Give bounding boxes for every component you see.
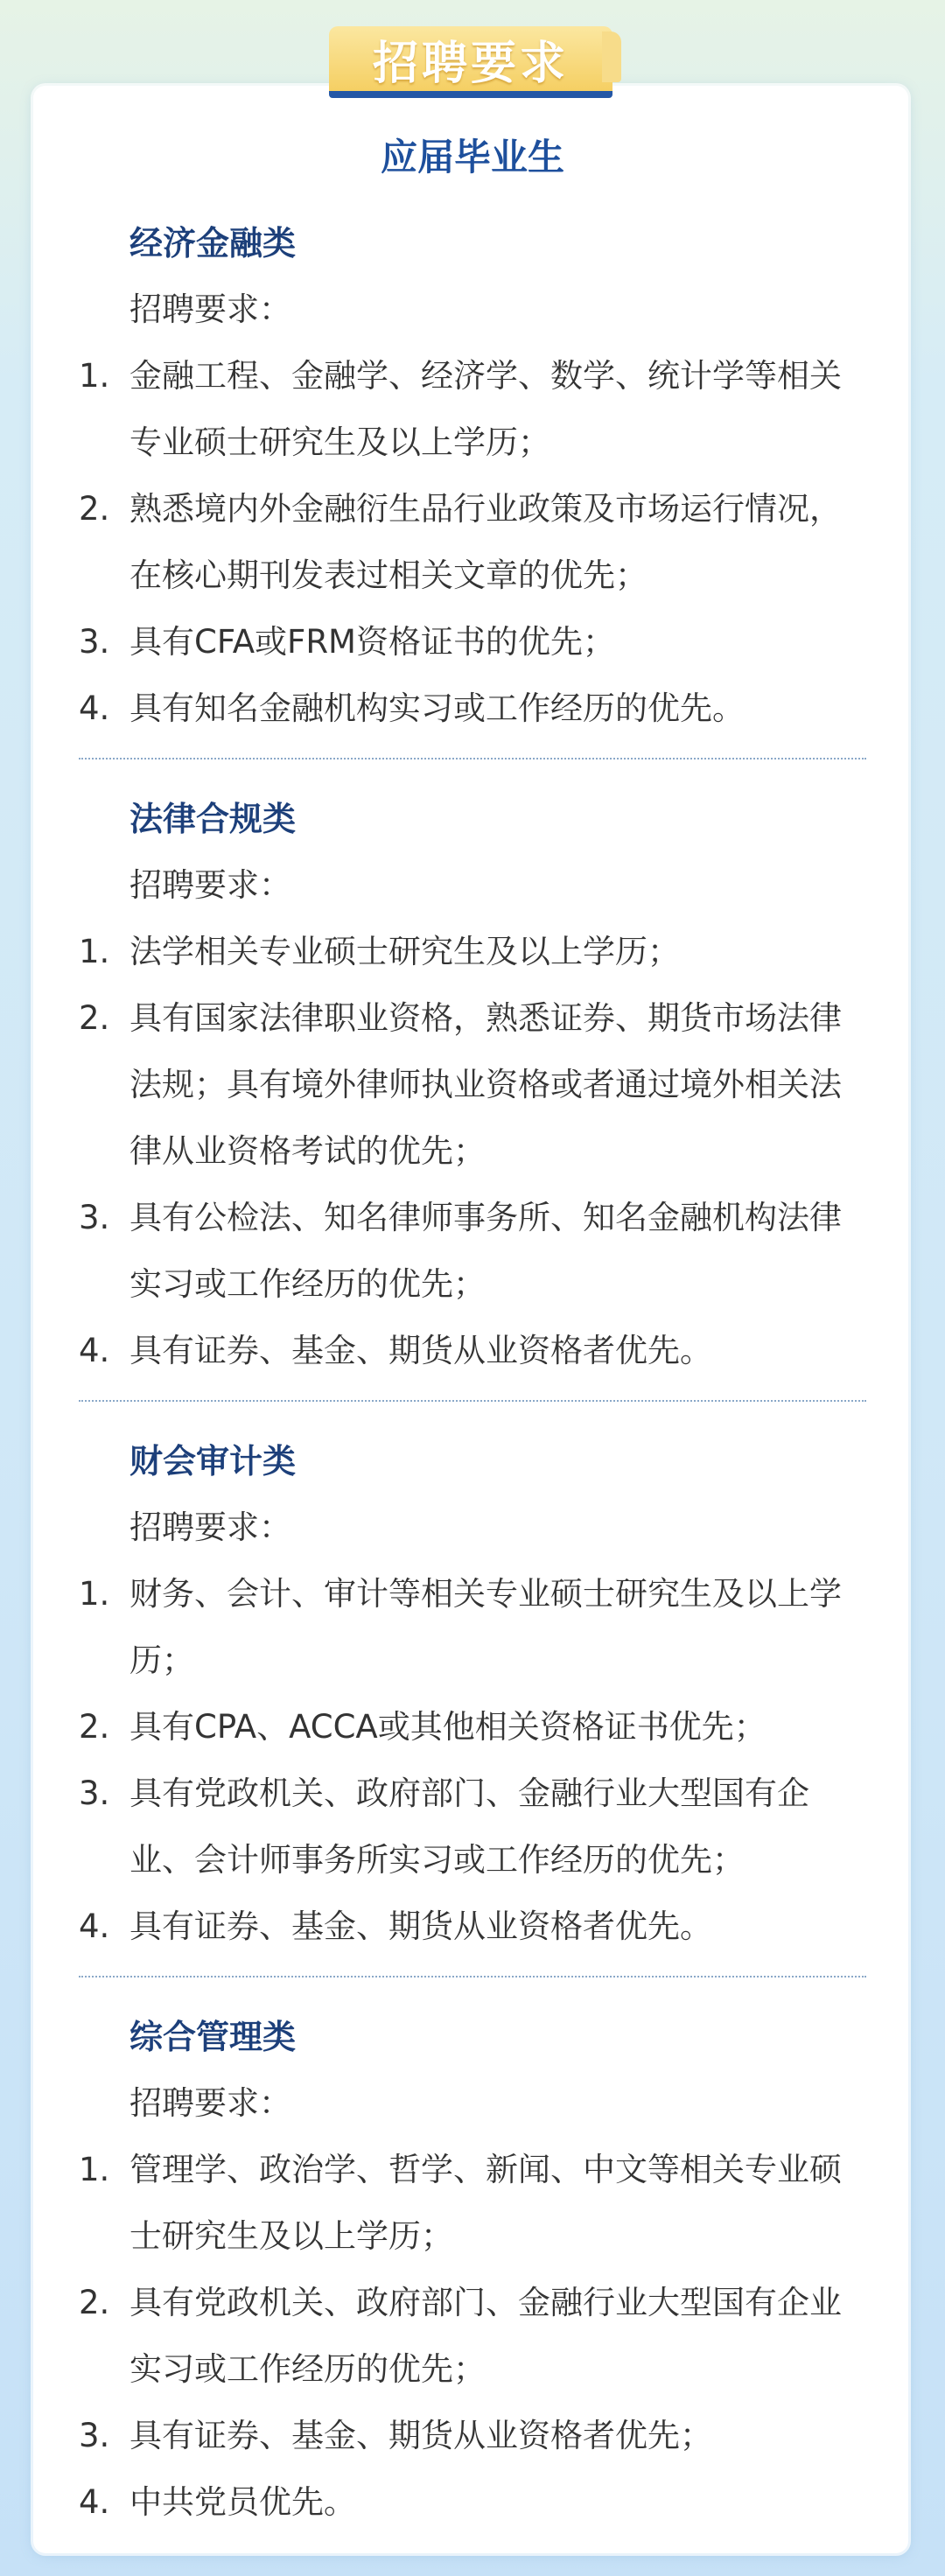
item-number: 4. — [79, 1332, 110, 1369]
item-text: 管理学、政治学、哲学、新闻、中文等相关专业硕士研究生及以上学历； — [130, 2151, 842, 2255]
section-accounting-audit — [79, 1400, 866, 1960]
section-economics-finance — [79, 201, 866, 742]
subtitle: 应届毕业生 — [365, 131, 580, 192]
section-title: 法律合规类 — [130, 800, 297, 838]
item-text: 熟悉境内外金融衍生品行业政策及市场运行情况，在核心期刊发表过相关文章的优先； — [130, 490, 842, 594]
item-text: 法学相关专业硕士研究生及以上学历； — [130, 933, 680, 970]
item-text: 具有CFA或FRM资格证书的优先； — [130, 623, 615, 661]
list-item — [79, 1894, 866, 1960]
item-number: 4. — [79, 2483, 110, 2521]
requirements-label: 招聘要求： — [130, 866, 291, 904]
item-text: 中共党员优先。 — [130, 2483, 356, 2521]
list-item — [79, 919, 866, 985]
item-text: 具有证券、基金、期货从业资格者优先。 — [130, 1332, 712, 1369]
list-item — [79, 985, 866, 1185]
list-item — [79, 2403, 866, 2469]
item-number: 2. — [79, 999, 110, 1037]
item-text: 具有证券、基金、期货从业资格者优先。 — [130, 1908, 712, 1945]
item-text: 具有公检法、知名律师事务所、知名金融机构法律实习或工作经历的优先； — [130, 1199, 842, 1303]
list-item — [79, 1561, 866, 1694]
item-number: 1. — [79, 2151, 110, 2188]
requirements-label: 招聘要求： — [130, 2084, 291, 2122]
item-text: 财务、会计、审计等相关专业硕士研究生及以上学历； — [130, 1575, 842, 1679]
item-text: 具有证券、基金、期货从业资格者优先； — [130, 2417, 712, 2454]
requirements-label: 招聘要求： — [130, 290, 291, 328]
list-item — [79, 2270, 866, 2403]
section-title: 经济金融类 — [130, 224, 297, 262]
item-number: 3. — [79, 1199, 110, 1236]
item-number: 4. — [79, 690, 110, 727]
item-text: 具有知名金融机构实习或工作经历的优先。 — [130, 690, 745, 727]
section-title: 财会审计类 — [130, 1442, 297, 1480]
list-item — [79, 2137, 866, 2270]
list-item — [79, 1185, 866, 1318]
list-item — [79, 1694, 866, 1760]
list-item — [79, 1760, 866, 1894]
section-legal-compliance — [79, 758, 866, 1384]
item-number: 1. — [79, 1575, 110, 1613]
item-number: 3. — [79, 623, 110, 661]
item-text: 金融工程、金融学、经济学、数学、统计学等相关专业硕士研究生及以上学历； — [130, 357, 842, 461]
list-item — [79, 343, 866, 476]
list-item — [79, 676, 866, 742]
item-text: 具有国家法律职业资格，熟悉证券、期货市场法律法规；具有境外律师执业资格或者通过境外相关法律从业资格考试的优先； — [130, 999, 842, 1170]
item-number: 1. — [79, 933, 110, 970]
requirements-content — [79, 201, 866, 2536]
subtitle-wrap — [0, 131, 945, 192]
list-item — [79, 2469, 866, 2536]
list-item — [79, 609, 866, 676]
item-number: 4. — [79, 1908, 110, 1945]
list-item — [79, 1318, 866, 1384]
section-general-management — [79, 1976, 866, 2536]
item-number: 2. — [79, 490, 110, 528]
item-number: 3. — [79, 2417, 110, 2454]
item-text: 具有党政机关、政府部门、金融行业大型国有企业、会计师事务所实习或工作经历的优先； — [130, 1774, 809, 1879]
banner-title: 招聘要求 — [329, 26, 612, 98]
item-number: 2. — [79, 2284, 110, 2321]
item-text: 具有党政机关、政府部门、金融行业大型国有企业实习或工作经历的优先； — [130, 2284, 842, 2388]
item-number: 3. — [79, 1774, 110, 1812]
section-title: 综合管理类 — [130, 2018, 297, 2056]
item-number: 2. — [79, 1708, 110, 1746]
list-item — [79, 476, 866, 609]
item-number: 1. — [79, 357, 110, 395]
requirements-label: 招聘要求： — [130, 1508, 291, 1546]
item-text: 具有CPA、ACCA或其他相关资格证书优先； — [130, 1708, 766, 1746]
